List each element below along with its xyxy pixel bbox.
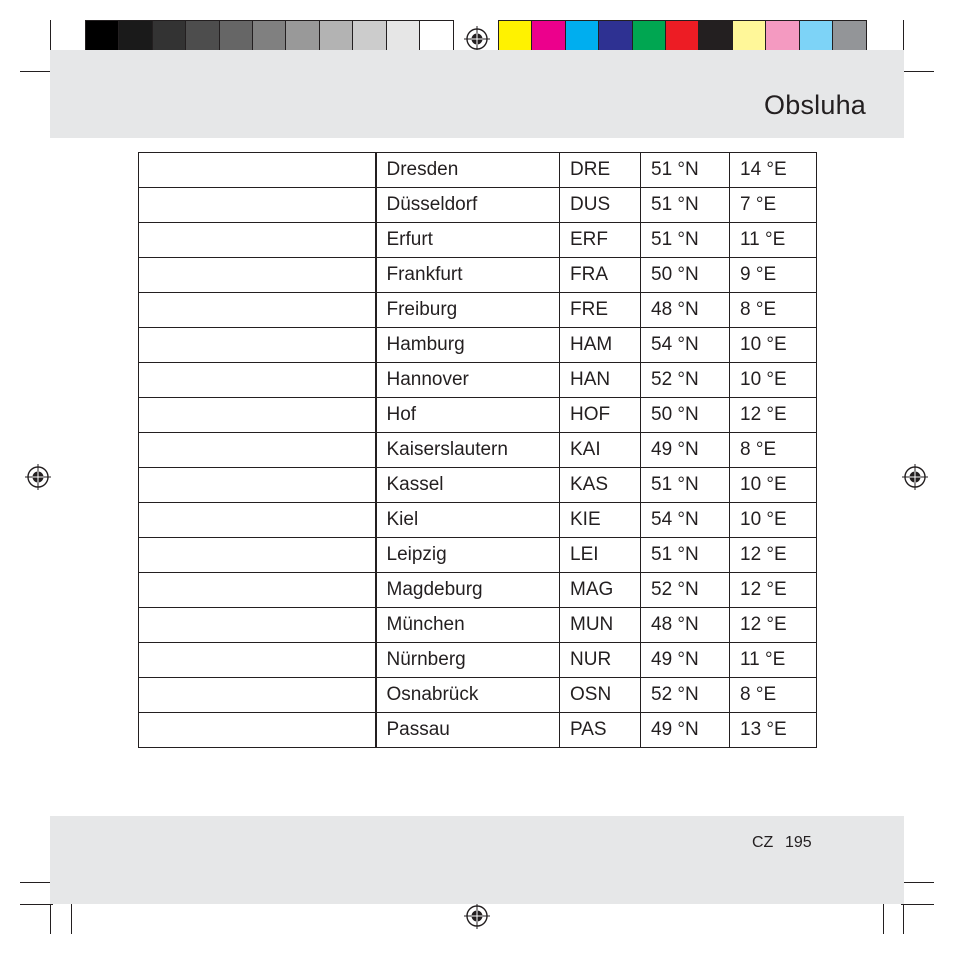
latitude-cell: 51 °N bbox=[641, 468, 730, 503]
blank-cell bbox=[139, 713, 376, 748]
city-name-cell: Düsseldorf bbox=[376, 188, 560, 223]
footer-language: CZ bbox=[752, 834, 774, 851]
city-name-cell: Hof bbox=[376, 398, 560, 433]
latitude-cell: 48 °N bbox=[641, 608, 730, 643]
blank-cell bbox=[139, 433, 376, 468]
blank-cell bbox=[139, 153, 376, 188]
city-name-cell: Nürnberg bbox=[376, 643, 560, 678]
blank-cell bbox=[139, 328, 376, 363]
crop-mark bbox=[20, 71, 53, 72]
table-row bbox=[139, 398, 817, 433]
longitude-cell: 8 °E bbox=[730, 293, 817, 328]
city-code-cell: FRE bbox=[560, 293, 641, 328]
table-row bbox=[139, 363, 817, 398]
city-code-cell: ERF bbox=[560, 223, 641, 258]
city-table bbox=[138, 152, 817, 748]
table-row bbox=[139, 258, 817, 293]
city-name-cell: München bbox=[376, 608, 560, 643]
city-name-cell: Hannover bbox=[376, 363, 560, 398]
city-code-cell: FRA bbox=[560, 258, 641, 293]
city-code-cell: HAN bbox=[560, 363, 641, 398]
latitude-cell: 49 °N bbox=[641, 713, 730, 748]
crop-mark bbox=[20, 882, 53, 883]
longitude-cell: 12 °E bbox=[730, 398, 817, 433]
blank-cell bbox=[139, 293, 376, 328]
longitude-cell: 13 °E bbox=[730, 713, 817, 748]
latitude-cell: 54 °N bbox=[641, 503, 730, 538]
blank-cell bbox=[139, 503, 376, 538]
table-row bbox=[139, 678, 817, 713]
latitude-cell: 51 °N bbox=[641, 188, 730, 223]
longitude-cell: 12 °E bbox=[730, 608, 817, 643]
footer-page-number: 195 bbox=[785, 834, 812, 851]
city-name-cell: Freiburg bbox=[376, 293, 560, 328]
blank-cell bbox=[139, 678, 376, 713]
city-name-cell: Frankfurt bbox=[376, 258, 560, 293]
city-name-cell: Hamburg bbox=[376, 328, 560, 363]
crop-mark bbox=[901, 904, 934, 905]
city-name-cell: Kiel bbox=[376, 503, 560, 538]
crop-mark bbox=[903, 20, 904, 53]
blank-cell bbox=[139, 258, 376, 293]
city-name-cell: Magdeburg bbox=[376, 573, 560, 608]
blank-cell bbox=[139, 363, 376, 398]
table-row bbox=[139, 468, 817, 503]
longitude-cell: 7 °E bbox=[730, 188, 817, 223]
latitude-cell: 48 °N bbox=[641, 293, 730, 328]
footer-band bbox=[50, 816, 904, 904]
latitude-cell: 50 °N bbox=[641, 398, 730, 433]
blank-cell bbox=[139, 573, 376, 608]
longitude-cell: 10 °E bbox=[730, 328, 817, 363]
blank-cell bbox=[139, 223, 376, 258]
blank-cell bbox=[139, 188, 376, 223]
latitude-cell: 49 °N bbox=[641, 643, 730, 678]
blank-cell bbox=[139, 538, 376, 573]
city-name-cell: Kaiserslautern bbox=[376, 433, 560, 468]
city-name-cell: Osnabrück bbox=[376, 678, 560, 713]
latitude-cell: 54 °N bbox=[641, 328, 730, 363]
crop-mark bbox=[901, 71, 934, 72]
registration-mark-icon bbox=[902, 464, 928, 490]
longitude-cell: 11 °E bbox=[730, 223, 817, 258]
blank-cell bbox=[139, 643, 376, 678]
crop-mark bbox=[50, 20, 51, 53]
city-code-cell: DUS bbox=[560, 188, 641, 223]
city-code-cell: OSN bbox=[560, 678, 641, 713]
city-name-cell: Dresden bbox=[376, 153, 560, 188]
longitude-cell: 8 °E bbox=[730, 678, 817, 713]
latitude-cell: 51 °N bbox=[641, 538, 730, 573]
blank-cell bbox=[139, 608, 376, 643]
city-code-cell: NUR bbox=[560, 643, 641, 678]
blank-cell bbox=[139, 468, 376, 503]
longitude-cell: 10 °E bbox=[730, 503, 817, 538]
city-name-cell: Kassel bbox=[376, 468, 560, 503]
table-row bbox=[139, 573, 817, 608]
city-code-cell: KAS bbox=[560, 468, 641, 503]
longitude-cell: 9 °E bbox=[730, 258, 817, 293]
table-row bbox=[139, 713, 817, 748]
latitude-cell: 51 °N bbox=[641, 153, 730, 188]
table-row bbox=[139, 538, 817, 573]
longitude-cell: 12 °E bbox=[730, 573, 817, 608]
latitude-cell: 50 °N bbox=[641, 258, 730, 293]
city-code-cell: HOF bbox=[560, 398, 641, 433]
longitude-cell: 14 °E bbox=[730, 153, 817, 188]
latitude-cell: 52 °N bbox=[641, 573, 730, 608]
crop-mark bbox=[20, 904, 53, 905]
blank-cell bbox=[139, 398, 376, 433]
longitude-cell: 12 °E bbox=[730, 538, 817, 573]
city-name-cell: Leipzig bbox=[376, 538, 560, 573]
registration-mark-icon bbox=[464, 903, 490, 929]
longitude-cell: 10 °E bbox=[730, 363, 817, 398]
table-row bbox=[139, 503, 817, 538]
table-row bbox=[139, 643, 817, 678]
city-code-cell: MUN bbox=[560, 608, 641, 643]
city-code-cell: DRE bbox=[560, 153, 641, 188]
city-code-cell: PAS bbox=[560, 713, 641, 748]
latitude-cell: 51 °N bbox=[641, 223, 730, 258]
table-row bbox=[139, 433, 817, 468]
table-row bbox=[139, 188, 817, 223]
city-code-cell: KAI bbox=[560, 433, 641, 468]
city-name-cell: Erfurt bbox=[376, 223, 560, 258]
city-table-body bbox=[139, 153, 817, 748]
city-code-cell: LEI bbox=[560, 538, 641, 573]
longitude-cell: 11 °E bbox=[730, 643, 817, 678]
page-title: Obsluha bbox=[764, 90, 866, 120]
table-row bbox=[139, 223, 817, 258]
city-code-cell: KIE bbox=[560, 503, 641, 538]
table-row bbox=[139, 328, 817, 363]
city-code-cell: MAG bbox=[560, 573, 641, 608]
table-row bbox=[139, 153, 817, 188]
longitude-cell: 10 °E bbox=[730, 468, 817, 503]
crop-mark bbox=[901, 882, 934, 883]
city-name-cell: Passau bbox=[376, 713, 560, 748]
city-code-cell: HAM bbox=[560, 328, 641, 363]
table-row bbox=[139, 608, 817, 643]
registration-mark-icon bbox=[464, 26, 490, 52]
latitude-cell: 49 °N bbox=[641, 433, 730, 468]
table-row bbox=[139, 293, 817, 328]
latitude-cell: 52 °N bbox=[641, 678, 730, 713]
longitude-cell: 8 °E bbox=[730, 433, 817, 468]
latitude-cell: 52 °N bbox=[641, 363, 730, 398]
registration-mark-icon bbox=[25, 464, 51, 490]
